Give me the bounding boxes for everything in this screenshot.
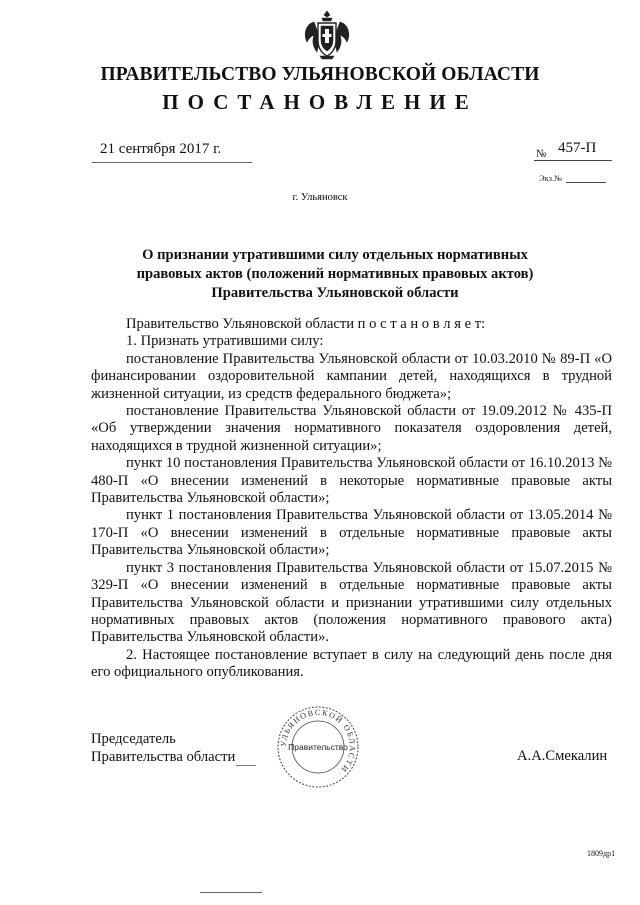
stamp-ring-text: УЛЬЯНОВСКОЙ ОБЛАСТИ [278, 707, 358, 775]
signatory-position [91, 731, 235, 766]
paragraph-1: 1. Признать утратившими силу: [126, 333, 324, 350]
intro-spaced-text: п о с т а н о в л я е т: [357, 316, 486, 332]
title-line: О признании утратившими силу отдельных нормативных [142, 247, 528, 263]
copy-number-label: Экз.№ [539, 173, 563, 183]
paragraph-2: 2. Настоящее постановление вступает в силу на следующий день после дня его официального опубликования. [91, 646, 612, 681]
document-title [120, 246, 550, 304]
position-line: Председатель [91, 731, 176, 747]
paragraph-item: пункт 10 постановления Правительства Ульяновской области от 16.10.2013 № 480-П «О внесении изменений в некоторые нормативные правовые акты Правительства Ульяновской области»; [91, 455, 612, 507]
number-label: № [536, 148, 547, 160]
intro-text: Правительство Ульяновской области [126, 316, 358, 332]
signature-line [236, 765, 256, 766]
paragraph-item: постановление Правительства Ульяновской области от 19.09.2012 № 435-П «Об утверждении значения нормативного показателя оздоровления детей, находящихся в трудной жизненной ситуации»; [91, 403, 612, 454]
position-line: Правительства области [91, 748, 236, 765]
document-type: ПОСТАНОВЛЕНИЕ [162, 90, 478, 114]
intro-paragraph [91, 316, 612, 333]
stamp-center-text: Правительство [288, 742, 348, 752]
signatory-name: А.А.Смекалин [517, 748, 608, 764]
title-line: Правительства Ульяновской области [211, 285, 459, 302]
document-date: 21 сентября 2017 г. [100, 141, 222, 157]
paragraph-item: пункт 3 постановления Правительства Ульяновской области от 15.07.2015 № 329-П «О внесении изменений в отдельные нормативные правовые акты Правительства Ульяновской области и признании утратившими силу отдельных нормативных правовых актов (положения нормативного правового акта) Правительства Ульяновской области». [91, 559, 612, 646]
city: г. Ульяновск [292, 192, 348, 203]
document-body [91, 316, 612, 682]
copy-number-underline [566, 182, 606, 183]
number-underline [534, 160, 612, 161]
document-code: 1809др1 [587, 849, 616, 858]
document-number: 457-П [558, 140, 597, 156]
paragraph-item: постановление Правительства Ульяновской области от 10.03.2010 № 89-П «О финансировании оздоровительной кампании детей, находящихся в трудной жизненной ситуации, из средств федерального бюджета»; [91, 350, 612, 402]
footer-line [200, 892, 262, 893]
official-stamp [276, 705, 360, 789]
coat-of-arms-emblem [300, 8, 354, 62]
title-line: правовых актов (положений нормативных правовых актов) [136, 266, 534, 283]
organization-name: ПРАВИТЕЛЬСТВО УЛЬЯНОВСКОЙ ОБЛАСТИ [100, 64, 540, 85]
date-underline [92, 162, 252, 163]
paragraph-item: пункт 1 постановления Правительства Ульяновской области от 13.05.2014 № 170-П «О внесении изменений в отдельные нормативные правовые акты Правительства Ульяновской области»; [91, 507, 612, 559]
